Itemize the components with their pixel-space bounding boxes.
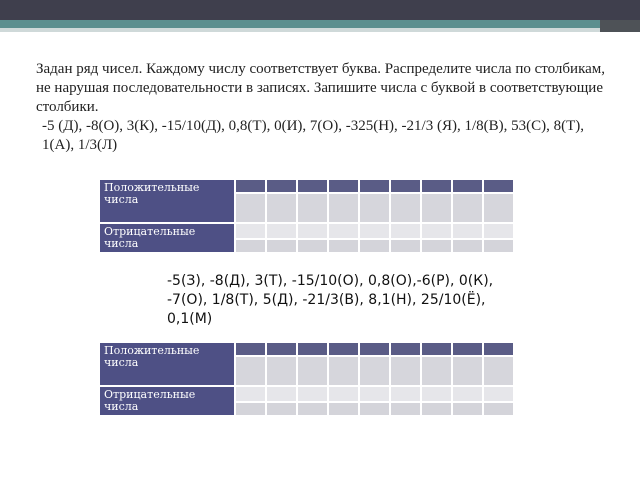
table-cell[interactable]	[298, 194, 327, 222]
top-accent-band	[0, 20, 640, 28]
table-cell[interactable]	[298, 387, 327, 401]
table-cell[interactable]	[484, 240, 513, 252]
table-cell[interactable]	[267, 194, 296, 222]
positive-numbers-header: Положительные числа	[100, 343, 234, 385]
top-dark-band	[0, 0, 640, 20]
top-light-band	[0, 28, 640, 32]
table-cell[interactable]	[391, 403, 420, 415]
table-cell[interactable]	[360, 194, 389, 222]
task-instructions: Задан ряд чисел. Каждому числу соответствует буква. Распределите числа по столбикам, не нарушая последовательности в записях. Запишите числа с буквой в соответствующие столбики.	[36, 61, 606, 115]
table-cell[interactable]	[236, 357, 265, 385]
table-cell[interactable]	[422, 240, 451, 252]
table-cell[interactable]	[329, 180, 358, 192]
table-cell[interactable]	[453, 180, 482, 192]
number-sequence-1: -5 (Д), -8(О), 3(К), -15/10(Д), 0,8(Т), 0(И), 7(О), -325(Н), -21/3 (Я), 1/8(В), 53(С), 8(Т), 1(А), 1/3(Л)	[42, 118, 584, 153]
table-cell[interactable]	[453, 224, 482, 238]
table-cell[interactable]	[267, 180, 296, 192]
table-cell[interactable]	[391, 224, 420, 238]
table-cell[interactable]	[298, 357, 327, 385]
table-cell[interactable]	[267, 343, 296, 355]
table-cell[interactable]	[484, 387, 513, 401]
table-cell[interactable]	[484, 180, 513, 192]
table-cell[interactable]	[329, 343, 358, 355]
table-cell[interactable]	[236, 194, 265, 222]
table-cell[interactable]	[484, 403, 513, 415]
table-cell[interactable]	[484, 343, 513, 355]
table-cell[interactable]	[329, 194, 358, 222]
table-cell[interactable]	[484, 194, 513, 222]
table-cell[interactable]	[360, 343, 389, 355]
table-cell[interactable]	[422, 403, 451, 415]
table-cell[interactable]	[298, 403, 327, 415]
table-cell[interactable]	[422, 357, 451, 385]
table-cell[interactable]	[360, 240, 389, 252]
table-cell[interactable]	[329, 224, 358, 238]
table-cell[interactable]	[360, 357, 389, 385]
table-cell[interactable]	[236, 224, 265, 238]
table-cell[interactable]	[360, 403, 389, 415]
table-cell[interactable]	[298, 343, 327, 355]
table-cell[interactable]	[298, 224, 327, 238]
table-cell[interactable]	[329, 387, 358, 401]
table-cell[interactable]	[422, 224, 451, 238]
table-cell[interactable]	[391, 343, 420, 355]
table-cell[interactable]	[484, 224, 513, 238]
table-cell[interactable]	[329, 357, 358, 385]
table-cell[interactable]	[267, 357, 296, 385]
table-cell[interactable]	[298, 180, 327, 192]
table-cell[interactable]	[267, 387, 296, 401]
table-cell[interactable]	[360, 387, 389, 401]
table-cell[interactable]	[329, 403, 358, 415]
table-cell[interactable]	[391, 240, 420, 252]
table-cell[interactable]	[391, 387, 420, 401]
table-cell[interactable]	[360, 224, 389, 238]
table-cell[interactable]	[422, 387, 451, 401]
table-cell[interactable]	[236, 403, 265, 415]
answer-table-2	[98, 341, 515, 417]
table-cell[interactable]	[453, 343, 482, 355]
table-cell[interactable]	[236, 387, 265, 401]
table-cell[interactable]	[298, 240, 327, 252]
table-cell[interactable]	[453, 387, 482, 401]
table-cell[interactable]	[453, 357, 482, 385]
table-cell[interactable]	[391, 357, 420, 385]
table-cell[interactable]	[360, 180, 389, 192]
table-cell[interactable]	[329, 240, 358, 252]
table-cell[interactable]	[391, 180, 420, 192]
answer-table-1	[98, 178, 515, 254]
table-cell[interactable]	[391, 194, 420, 222]
table-cell[interactable]	[453, 194, 482, 222]
table-cell[interactable]	[453, 240, 482, 252]
negative-numbers-header: Отрицательные числа	[100, 387, 234, 415]
positive-numbers-header: Положительные числа	[100, 180, 234, 222]
task-text	[36, 60, 616, 155]
table-cell[interactable]	[484, 357, 513, 385]
table-cell[interactable]	[267, 240, 296, 252]
table-cell[interactable]	[422, 180, 451, 192]
number-sequence-2: -5(З), -8(Д), 3(Т), -15/10(О), 0,8(О),-6(Р), 0(К), -7(О), 1/8(Т), 5(Д), -21/3(В), 8,1(Н), 25/10(Ё), 0,1(М)	[167, 273, 494, 327]
table-cell[interactable]	[267, 403, 296, 415]
table-cell[interactable]	[267, 224, 296, 238]
top-right-block	[600, 20, 640, 32]
table-cell[interactable]	[236, 343, 265, 355]
table-cell[interactable]	[422, 343, 451, 355]
table-cell[interactable]	[453, 403, 482, 415]
table-cell[interactable]	[236, 180, 265, 192]
table-cell[interactable]	[422, 194, 451, 222]
table-cell[interactable]	[236, 240, 265, 252]
negative-numbers-header: Отрицательные числа	[100, 224, 234, 252]
